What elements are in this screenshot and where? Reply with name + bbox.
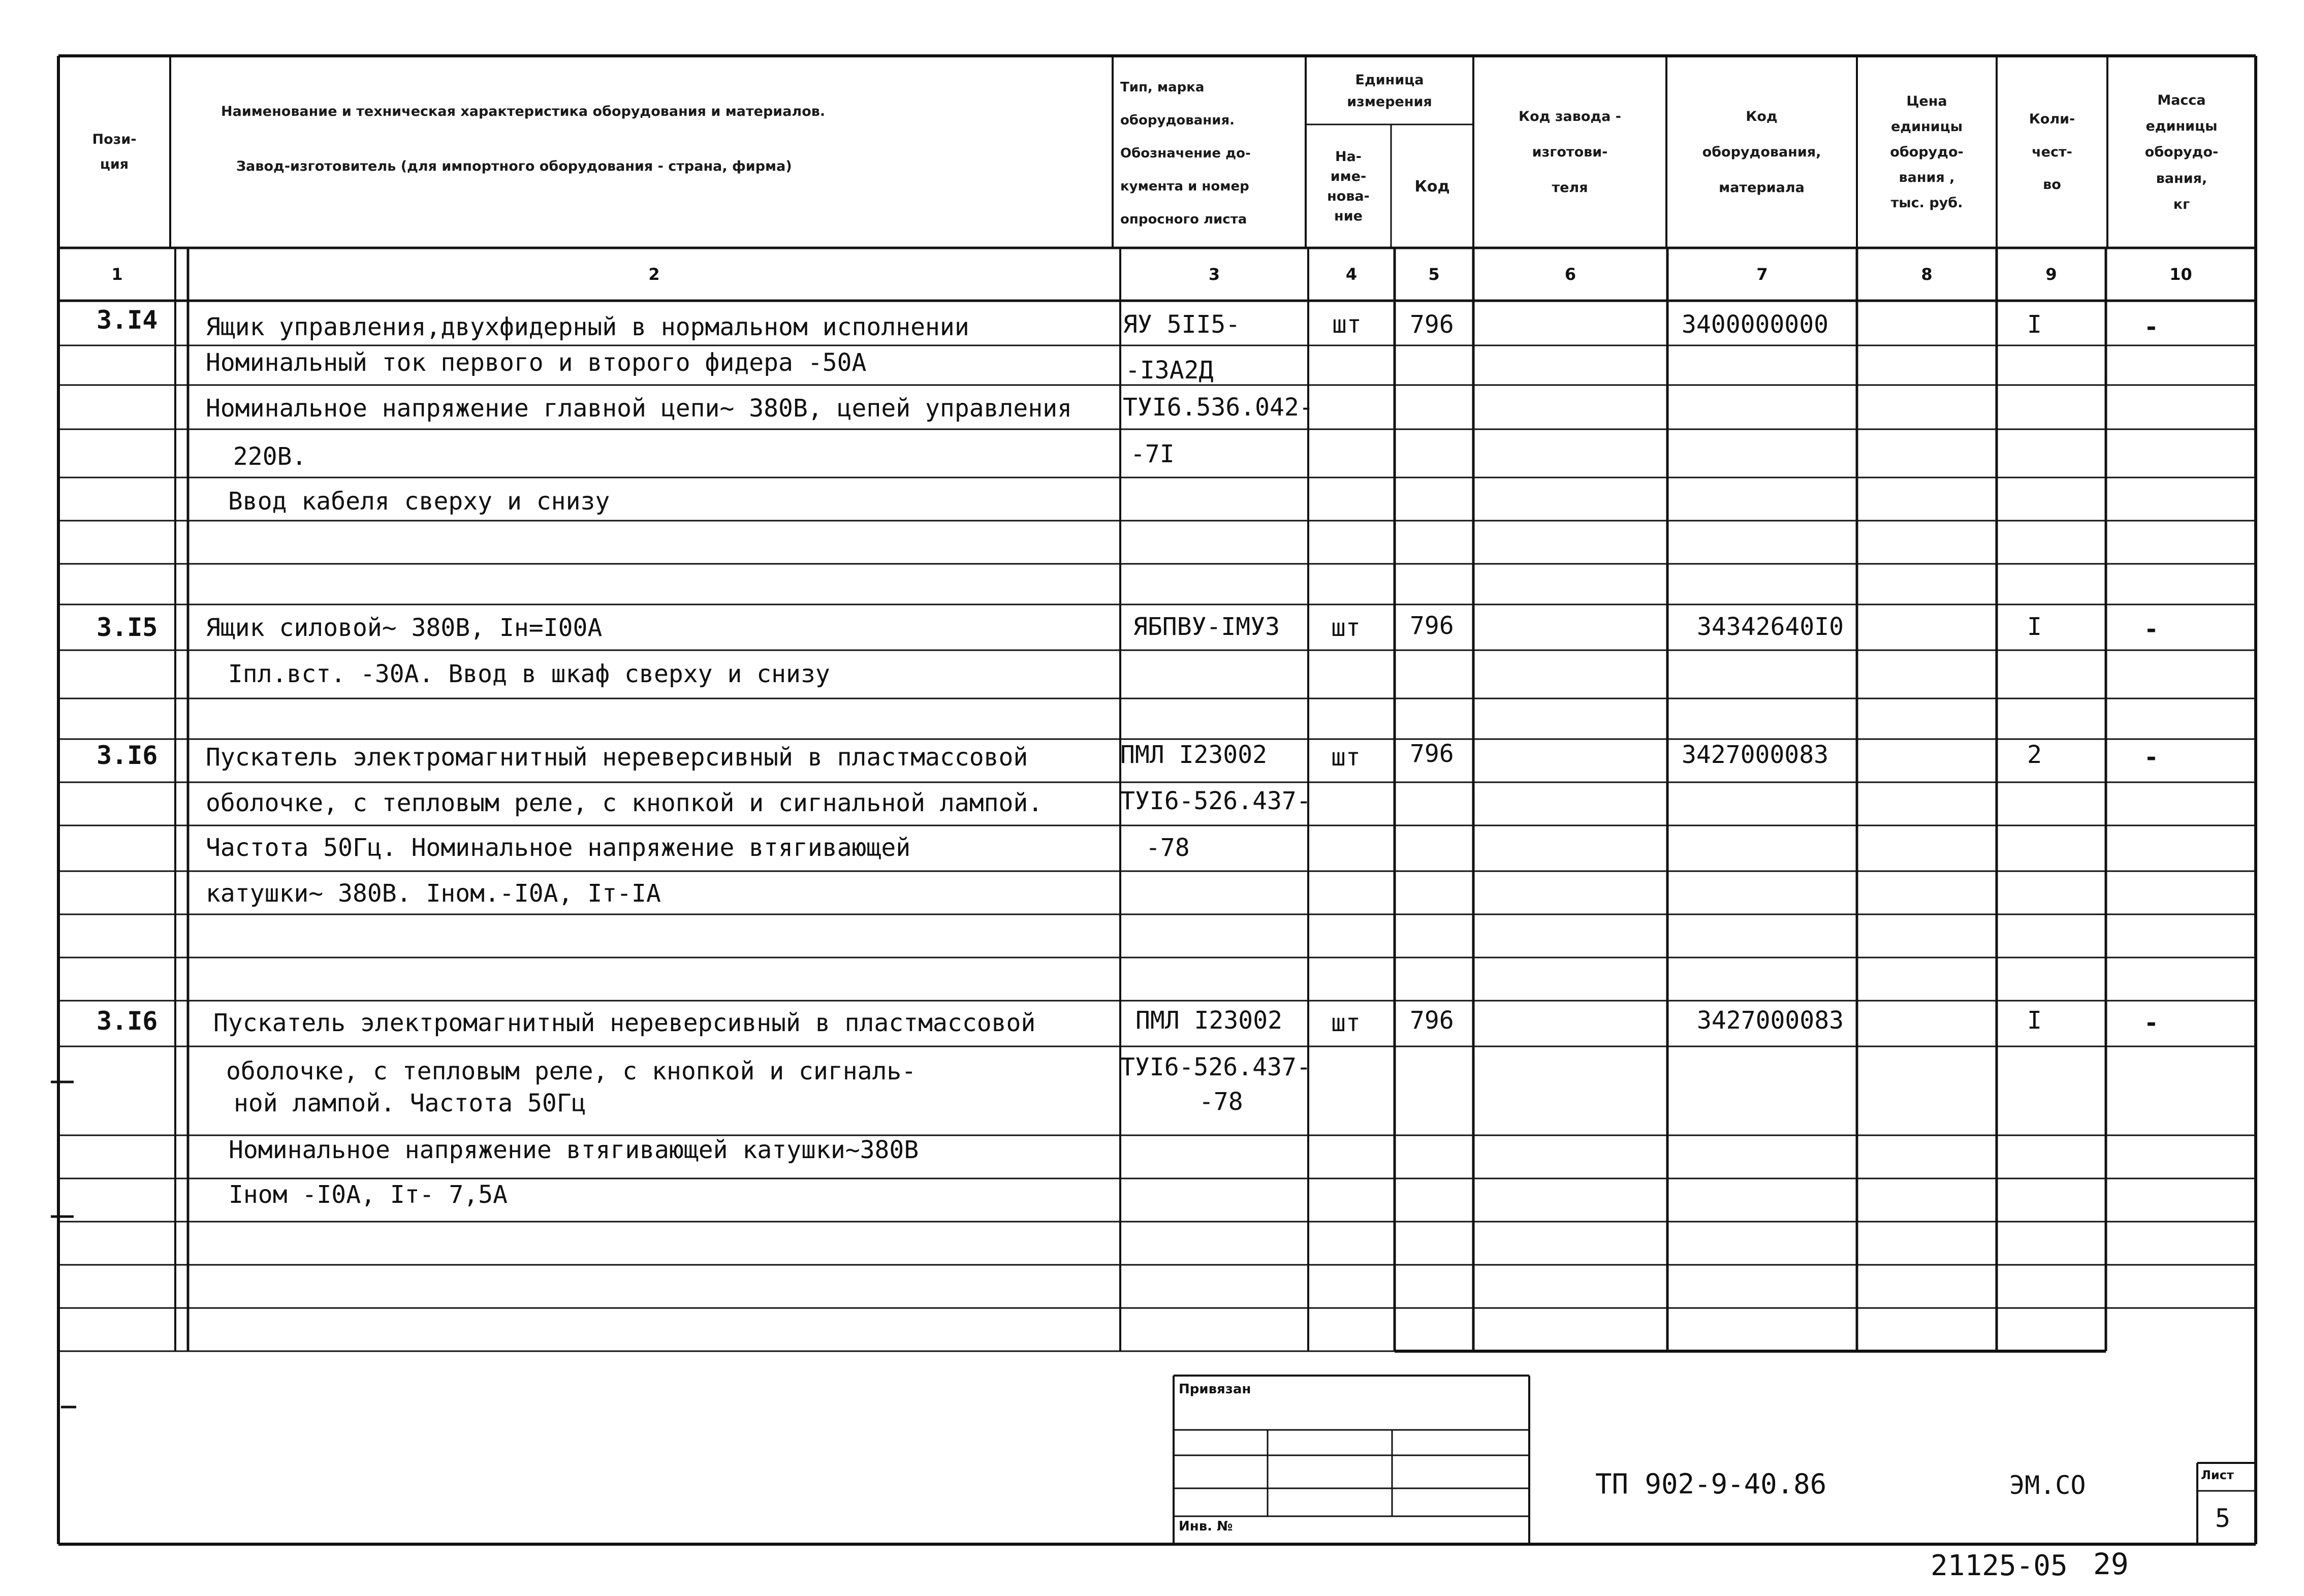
type-cell: ЯУ 5II5-	[1123, 310, 1241, 339]
name-cell: оболочке, с тепловым реле, с кнопкой и сигнальной лампой.	[206, 789, 1043, 817]
name-cell: Ящик силовой~ 380В, Iн=I00А	[206, 614, 603, 642]
type-cell: ТУI6-526.437-	[1120, 1053, 1311, 1081]
col-number: 7	[1756, 265, 1768, 284]
type-cell: -I3А2Д	[1125, 356, 1214, 385]
position-cell: 3.I6	[97, 1006, 158, 1036]
header-equipment-code: Код оборудования, материала	[1702, 108, 1821, 196]
col-number: 10	[2169, 265, 2192, 284]
unit-code-cell: 796	[1410, 310, 1454, 339]
header-unit-name: На- име- нова- ние	[1327, 148, 1370, 225]
name-cell: Ввод кабеля сверху и снизу	[213, 487, 610, 516]
header-type: Тип, марка оборудования. Обозначение до- кумента и номер опросного листа	[1120, 80, 1251, 227]
col-number: 3	[1208, 265, 1220, 284]
col-number: 5	[1428, 265, 1440, 284]
name-cell: Пускатель электромагнитный нереверсивный в пластмассовой	[206, 743, 1028, 772]
unit-code-cell: 796	[1410, 612, 1454, 640]
col-number: 8	[1921, 265, 1933, 284]
name-cell: Номинальное напряжение втягивающей катушки~380В	[229, 1136, 919, 1164]
name-cell: Iпл.вст. -30А. Ввод в шкаф сверху и снизу	[213, 660, 830, 688]
col-number: 2	[648, 265, 660, 284]
type-cell: ТУI6.536.042-	[1123, 393, 1314, 422]
unit-cell: шт	[1331, 1009, 1361, 1037]
sheet-number: 5	[2215, 1504, 2231, 1533]
unit-cell: шт	[1331, 743, 1361, 772]
name-cell: Iном -I0А, Iт- 7,5А	[229, 1180, 508, 1209]
quantity-cell: I	[2027, 613, 2042, 641]
type-cell: -7I	[1130, 440, 1175, 468]
col-number: 1	[111, 265, 123, 284]
unit-code-cell: 796	[1410, 1006, 1454, 1035]
header-quantity: Коли- чест- во	[2029, 111, 2075, 193]
equipment-code-cell: 3427000083	[1697, 1006, 1844, 1035]
equipment-code-cell: 34342640I0	[1697, 613, 1844, 641]
mass-cell: -	[2144, 1009, 2159, 1037]
name-cell: Пускатель электромагнитный нереверсивный в пластмассовой	[213, 1009, 1036, 1037]
quantity-cell: I	[2027, 1006, 2042, 1035]
page-number: 29	[2093, 1547, 2129, 1581]
header-price: Цена единицы оборудо- вания , тыс. руб.	[1890, 93, 1964, 211]
equipment-code-cell: 3400000000	[1682, 310, 1828, 339]
position-cell: 3.I5	[97, 613, 158, 642]
unit-cell: шт	[1332, 310, 1362, 339]
quantity-cell: I	[2027, 310, 2042, 339]
type-cell: ЯБПВУ-IМУЗ	[1133, 613, 1280, 641]
header-name-line1: Наименование и техническая характеристика оборудования и материалов.	[221, 104, 826, 120]
header-unit-code: Код	[1414, 177, 1450, 196]
header-position: Пози- ция	[92, 132, 137, 172]
sheet-label: Лист	[2201, 1468, 2234, 1482]
inventory-number-label: Инв. №	[1179, 1519, 1233, 1534]
name-cell: ной лампой. Частота 50Гц	[234, 1089, 586, 1118]
name-cell: Ящик управления,двухфидерный в нормальном исполнении	[206, 313, 969, 341]
unit-cell: шт	[1331, 614, 1361, 642]
sheet-code: ЭМ.СО	[2009, 1471, 2086, 1500]
unit-code-cell: 796	[1410, 740, 1454, 768]
name-cell: оболочке, с тепловым реле, с кнопкой и сигналь-	[226, 1057, 917, 1086]
header-factory-code: Код завода - изготови- теля	[1519, 108, 1621, 196]
header-name-line2: Завод-изготовитель (для импортного оборудования - страна, фирма)	[236, 158, 792, 175]
name-cell: катушки~ 380В. Iном.-I0А, Iт-IА	[206, 879, 661, 908]
quantity-cell: 2	[2027, 741, 2042, 769]
name-cell: Частота 50Гц. Номинальное напряжение втягивающей	[206, 834, 911, 862]
type-cell: ПМЛ I23002	[1120, 741, 1267, 769]
mass-cell: -	[2144, 743, 2159, 772]
name-cell: 220В.	[218, 442, 307, 471]
name-cell: Номинальный ток первого и второго фидера -50А	[206, 348, 867, 377]
document-code: ТП 902-9-40.86	[1595, 1468, 1827, 1500]
position-cell: 3.I6	[97, 741, 158, 770]
name-cell: Номинальное напряжение главной цепи~ 380В, цепей управления	[206, 394, 1072, 423]
mass-cell: -	[2144, 313, 2159, 341]
archive-number: 21125-05	[1931, 1549, 2068, 1582]
position-cell: 3.I4	[97, 305, 158, 335]
attached-label: Привязан	[1179, 1382, 1251, 1397]
equipment-code-cell: 3427000083	[1682, 741, 1828, 769]
col-number: 9	[2045, 265, 2057, 284]
type-cell: -78	[1146, 834, 1190, 862]
col-number: 6	[1564, 265, 1576, 284]
type-cell: ТУI6-526.437-	[1120, 787, 1311, 815]
type-cell: -78	[1199, 1088, 1243, 1116]
col-number: 4	[1345, 265, 1358, 284]
header-unit-group: Единица измерения	[1347, 72, 1432, 110]
header-mass: Масса единицы оборудо- вания, кг	[2144, 92, 2219, 212]
mass-cell: -	[2144, 615, 2159, 644]
type-cell: ПМЛ I23002	[1135, 1006, 1282, 1035]
